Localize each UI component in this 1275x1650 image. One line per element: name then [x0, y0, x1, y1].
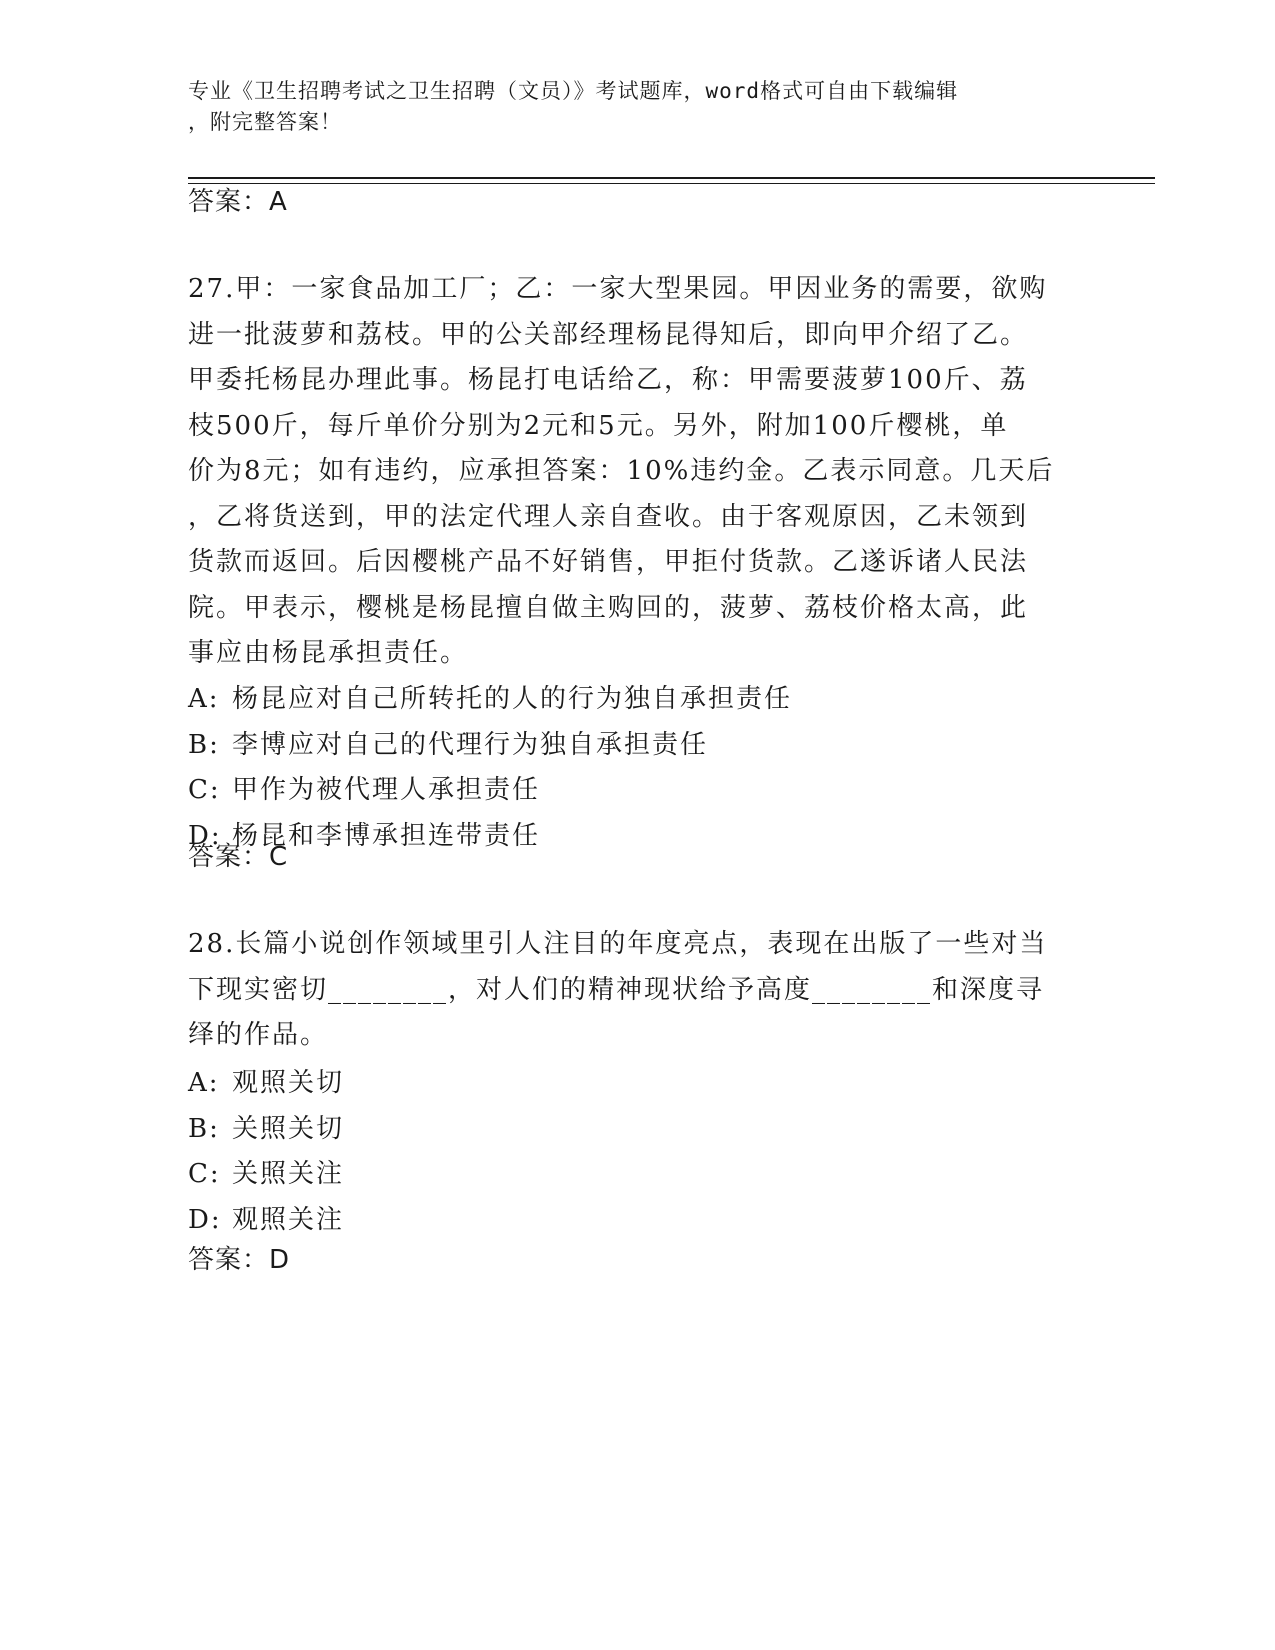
option-d: D: 观照关注: [188, 1204, 345, 1235]
question-27-options: [188, 677, 1068, 859]
question-27-line: 甲委托杨昆办理此事。杨昆打电话给乙，称：甲需要菠萝100斤、荔: [188, 365, 1028, 395]
question-28-line: 28.长篇小说创作领域里引人注目的年度亮点，表现在出版了一些对当: [188, 929, 1048, 959]
question-28: [188, 922, 1068, 1059]
question-27-line: ，乙将货送到，甲的法定代理人亲自查收。由于客观原因，乙未领到: [188, 501, 1029, 532]
answer-previous: 答案：A: [188, 187, 288, 217]
document-header: [188, 76, 1068, 138]
question-27-line: 货款而返回。后因樱桃产品不好销售，甲拒付货款。乙遂诉诸人民法: [188, 547, 1029, 577]
question-27-line: 枝500斤，每斤单价分别为2元和5元。另外，附加100斤樱桃，单: [188, 410, 1009, 441]
question-27-line: 事应由杨昆承担责任。: [188, 638, 469, 668]
option-b: B: 关照关切: [188, 1113, 345, 1144]
question-27-line: 院。甲表示，樱桃是杨昆擅自做主购回的，菠萝、荔枝价格太高，此: [188, 592, 1029, 623]
question-28-line: 绎的作品。: [188, 1020, 329, 1050]
option-c: C: 甲作为被代理人承担责任: [188, 775, 541, 805]
answer-27: 答案：C: [188, 842, 289, 872]
header-line-1: 专业《卫生招聘考试之卫生招聘（文员）》考试题库，word格式可自由下载编辑: [188, 79, 959, 103]
question-27: [188, 267, 1068, 677]
option-a: A: 观照关切: [188, 1068, 345, 1098]
question-27-line: 27.甲：一家食品加工厂；乙：一家大型果园。甲因业务的需要，欲购: [188, 274, 1048, 304]
header-divider-thin: [188, 183, 1155, 184]
answer-28: 答案：D: [188, 1245, 291, 1275]
question-27-line: 进一批菠萝和荔枝。甲的公关部经理杨昆得知后，即向甲介绍了乙。: [188, 319, 1029, 350]
question-28-line: 下现实密切________，对人们的精神现状给予高度________和深度寻: [188, 974, 1045, 1005]
option-a: A: 杨昆应对自己所转托的人的行为独自承担责任: [188, 684, 793, 714]
header-divider-thick: [188, 177, 1155, 179]
question-27-line: 价为8元；如有违约，应承担答案：10%违约金。乙表示同意。几天后: [188, 456, 1055, 486]
header-line-2: ，附完整答案！: [188, 110, 342, 134]
option-d: D: 杨昆和李博承担连带责任: [188, 820, 541, 851]
option-c: C: 关照关注: [188, 1159, 345, 1189]
option-b: B: 李博应对自己的代理行为独自承担责任: [188, 729, 709, 760]
question-28-options: [188, 1061, 1068, 1243]
